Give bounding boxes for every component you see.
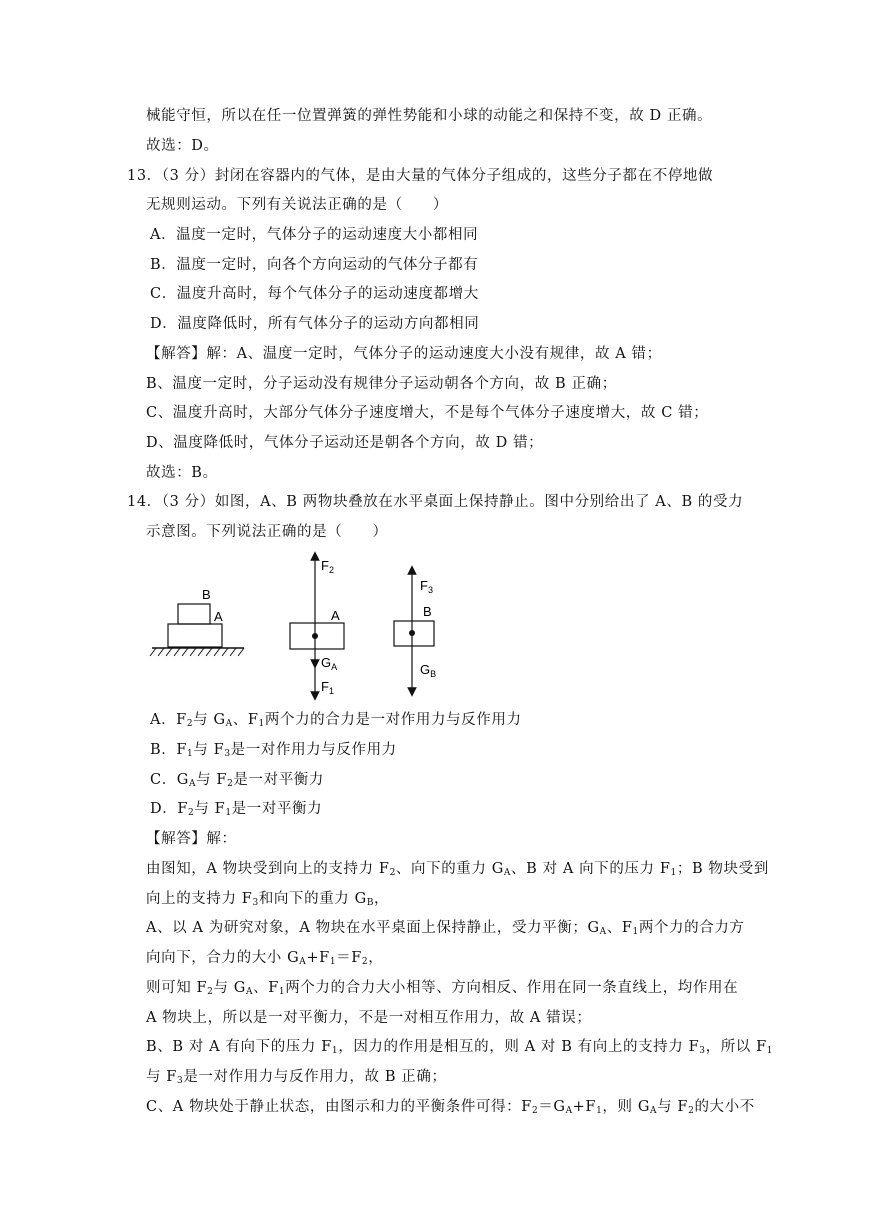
force-gb-label: $G_B$ xyxy=(420,662,437,679)
block-a-center-dot xyxy=(312,633,318,639)
text-line: B、B 对 A 有向下的压力 $F_1$，因力的作用是相互的，则 A 对 B 有向上的支持力 $F_3$，所以 $F_1$ xyxy=(146,1039,774,1056)
text-line: C．温度升高时，每个气体分子的运动速度都增大 xyxy=(150,286,479,302)
force-f2-label: $F_2$ xyxy=(321,558,334,575)
stacked-label-a: A xyxy=(214,609,223,624)
text-line: 14．（3 分）如图，A、B 两物块叠放在水平桌面上保持静止。图中分别给出了 A、B 的受力 xyxy=(127,494,744,510)
text-line: 向向下，合力的大小 $G_A+F_1=F_2$， xyxy=(146,950,384,967)
text-line: B．$F_1$与 $F_3$是一对作用力与反作用力 xyxy=(150,742,397,759)
text-line: D、温度降低时，气体分子运动还是朝各个方向，故 D 错； xyxy=(146,435,544,451)
text-line: 【解答】解：A、温度一定时，气体分子的运动速度大小没有规律，故 A 错； xyxy=(146,346,662,362)
block-a-stacked xyxy=(168,624,222,647)
stacked-label-b: B xyxy=(202,587,211,602)
text-line: 示意图。下列说法正确的是（ ） xyxy=(146,524,388,540)
table-hatching xyxy=(150,648,244,656)
text-line: A、以 A 为研究对象，A 物块在水平桌面上保持静止，受力平衡；$G_A$、$F_1$两个力的合力方 xyxy=(146,920,745,937)
text-line: A．温度一定时，气体分子的运动速度大小都相同 xyxy=(150,227,479,243)
text-line: 【解答】解： xyxy=(146,831,237,847)
force-f3-label: $F_3$ xyxy=(420,578,433,595)
text-line: C、A 物块处于静止状态，由图示和力的平衡条件可得：$F_2=G_A+F_1$，则 $G_A$与 $F_2$的大小不 xyxy=(146,1099,755,1116)
stacked-blocks xyxy=(150,587,244,656)
block-b-stacked xyxy=(178,604,210,624)
block-b-center-dot xyxy=(409,630,415,636)
text-line: B、温度一定时，分子运动没有规律分子运动朝各个方向，故 B 正确； xyxy=(146,376,617,392)
block-a-diagram xyxy=(290,556,344,696)
text-line: D．$F_2$与 $F_1$是一对平衡力 xyxy=(150,801,323,818)
text-line: C、温度升高时，大部分气体分子速度增大，不是每个气体分子速度增大，故 C 错； xyxy=(146,405,709,421)
text-line: A 物块上，所以是一对平衡力，不是一对相互作用力，故 A 错误； xyxy=(146,1010,592,1026)
text-line: 13．（3 分）封闭在容器内的气体，是由大量的气体分子组成的，这些分子都在不停地做 xyxy=(127,168,714,184)
force-ga-label: $G_A$ xyxy=(321,655,338,672)
force-f1-label: $F_1$ xyxy=(321,679,334,696)
text-line: 无规则运动。下列有关说法正确的是（ ） xyxy=(146,197,448,213)
block-b-diagram xyxy=(394,570,436,692)
text-line: 械能守恒，所以在任一位置弹簧的弹性势能和小球的动能之和保持不变，故 D 正确。 xyxy=(146,108,713,124)
block-a-label: A xyxy=(331,608,340,623)
text-line: D．温度降低时，所有气体分子的运动方向都相同 xyxy=(150,316,480,332)
force-diagram xyxy=(140,548,460,708)
text-line: 故选：B。 xyxy=(146,465,218,481)
text-line: B．温度一定时，向各个方向运动的气体分子都有 xyxy=(150,257,479,273)
text-line: 则可知 $F_2$与 $G_A$、$F_1$两个力的合力大小相等、方向相反、作用在同一条直线上，均作用在 xyxy=(146,980,739,997)
text-line: C．$G_A$与 $F_2$是一对平衡力 xyxy=(150,772,325,789)
text-line: A．$F_2$与 $G_A$、$F_1$两个力的合力是一对作用力与反作用力 xyxy=(150,712,522,729)
text-line: 与 $F_3$是一对作用力与反作用力，故 B 正确； xyxy=(146,1069,447,1086)
text-line: 向上的支持力 $F_3$和向下的重力 $G_B$， xyxy=(146,891,390,908)
text-line: 故选：D。 xyxy=(146,138,219,154)
text-line: 由图知，A 物块受到向上的支持力 $F_2$、向下的重力 $G_A$、B 对 A 向下的压力 $F_1$；B 物块受到 xyxy=(146,861,769,878)
block-b-label: B xyxy=(423,604,432,619)
